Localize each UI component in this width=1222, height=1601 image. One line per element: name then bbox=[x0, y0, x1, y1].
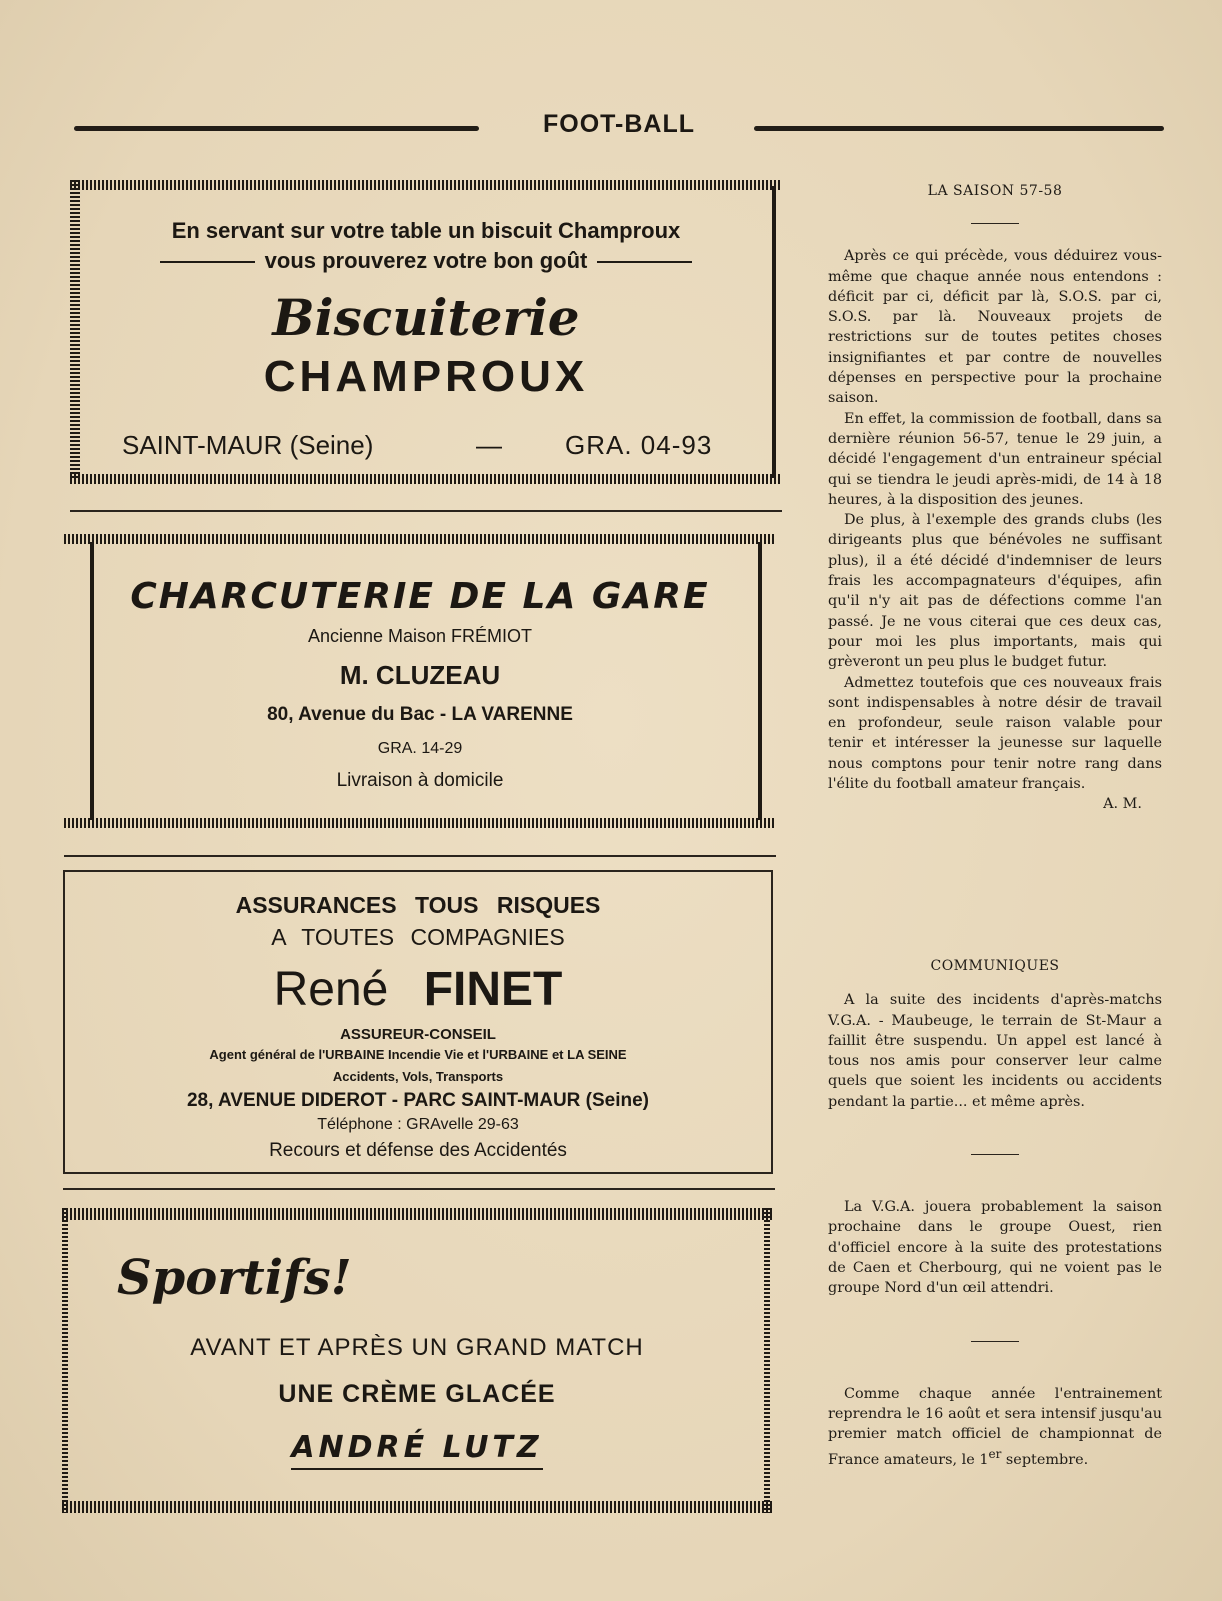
ad-border-top bbox=[70, 180, 782, 190]
spacer bbox=[828, 976, 1162, 990]
communique-paragraph bbox=[828, 1384, 1162, 1471]
ad-separator: — bbox=[476, 430, 502, 460]
ad-tagline bbox=[70, 218, 782, 244]
spacer bbox=[828, 1112, 1162, 1154]
ordinal-suffix: er bbox=[988, 1447, 1002, 1462]
article-signature: A. M. bbox=[1103, 796, 1142, 813]
ad-product: UNE CRÈME GLACÉE bbox=[278, 1380, 556, 1408]
ad-subtagline bbox=[70, 248, 782, 274]
ad-tagline-text: En servant sur votre table un biscuit bbox=[171, 218, 559, 243]
ad-border-top bbox=[64, 534, 776, 544]
divider-line bbox=[70, 510, 782, 512]
section-heading: COMMUNIQUES bbox=[930, 958, 1060, 974]
ad-biscuiterie-champroux bbox=[70, 180, 782, 487]
ad-brand-name: CHAMPROUX bbox=[263, 352, 589, 401]
ad-script-title: Biscuiterie bbox=[272, 288, 580, 347]
ad-phone: Téléphone : GRAvelle 29-63 bbox=[317, 1116, 519, 1133]
ad-first-name: René bbox=[273, 963, 389, 1016]
ad-border-bottom bbox=[64, 818, 776, 828]
ad-insurance-types: Accidents, Vols, Transports bbox=[332, 1069, 504, 1084]
article-paragraph: De plus, à l'exemple des grands clubs (les dirigeants plus que bénévoles ne suffisant plus), il a été décidé d'indemniser de leurs frais les accompagnateurs d'équipes, afin qu'il n'y ait pas de défections comme l'an passé. Je ne vous citerai que ces deux cas, pour moi les plus importants, mais qui grèveront un peu plus le budget futur. bbox=[828, 512, 1162, 671]
ad-subheadline: A TOUTES COMPAGNIES bbox=[271, 924, 565, 950]
section-title: FOOT-BALL bbox=[542, 110, 696, 138]
ad-rule bbox=[597, 261, 692, 263]
ad-tagline-brand: Champroux bbox=[558, 218, 681, 243]
ad-andre-lutz bbox=[62, 1208, 772, 1513]
section-header bbox=[74, 110, 1164, 146]
ad-headline: ASSURANCES TOUS RISQUES bbox=[235, 892, 601, 918]
ad-shop-name: CHARCUTERIE DE LA GARE bbox=[130, 576, 710, 617]
ad-brand-text: ANDRÉ LUTZ bbox=[291, 1430, 542, 1470]
ad-border-bottom bbox=[70, 474, 782, 484]
spacer bbox=[828, 1155, 1162, 1197]
article-paragraph: Après ce qui précède, vous déduirez vous-même que chaque année nous entendons : déficit par ci, déficit par là, S.O.S. par ci, S.O.S. par là. Nouveaux projets de restrictions sur de toutes petites choses insignifiantes et par contre de nouvelles dépenses en perspective pour la prochaine saison. bbox=[828, 248, 1162, 407]
spacer bbox=[828, 1342, 1162, 1384]
ad-subtagline-text: vous prouverez votre bon goût bbox=[264, 248, 588, 273]
article-communiques bbox=[828, 956, 1162, 1471]
divider-line bbox=[63, 1188, 775, 1190]
ad-address: 28, AVENUE DIDEROT - PARC SAINT-MAUR (Seine) bbox=[186, 1090, 650, 1111]
spacer bbox=[828, 1299, 1162, 1341]
ad-agent-name bbox=[65, 962, 771, 1017]
ad-address: SAINT-MAUR (Seine) bbox=[122, 430, 374, 460]
communique-paragraph: A la suite des incidents d'après-matchs V.G.A. - Maubeuge, le terrain de St-Maur a faillit être suspendu. Un appel est lancé à tous nos amis pour conserver leur calme quels que soient les incidents ou accidents pendant la partie... et même après. bbox=[828, 992, 1162, 1110]
ad-border-top bbox=[62, 1208, 772, 1220]
ad-assurances-finet bbox=[63, 870, 773, 1174]
ad-title: ASSUREUR-CONSEIL bbox=[340, 1026, 496, 1043]
ad-line: AVANT ET APRÈS UN GRAND MATCH bbox=[190, 1334, 644, 1361]
ad-phone: GRA. 04-93 bbox=[565, 430, 713, 460]
communique-paragraph: La V.G.A. jouera probablement la saison prochaine dans le groupe Ouest, rien d'officiel encore à la suite des protestations de Caen et Cherbourg, qui ne voient pas le groupe Nord d'un œil attendri. bbox=[828, 1199, 1162, 1297]
communique-text: Comme chaque année l'entrainement reprendra le 16 août et sera intensif jusqu'au premier match officiel de championnat de France amateurs, le 1 bbox=[828, 1385, 1162, 1469]
ad-agent-info: Agent général de l'URBAINE Incendie Vie et l'URBAINE et LA SEINE bbox=[209, 1047, 627, 1062]
spacer bbox=[828, 224, 1162, 246]
communique-text-end: septembre. bbox=[1001, 1452, 1089, 1469]
ad-services: Recours et défense des Accidentés bbox=[269, 1140, 567, 1161]
ad-charcuterie bbox=[64, 534, 776, 831]
ad-delivery: Livraison à domicile bbox=[336, 770, 504, 791]
article-paragraph: En effet, la commission de football, dans sa dernière réunion 56-57, tenue le 29 juin, a décidé l'engagement d'un entraineur spécial qui se tiendra le jeudi après-midi, de 14 à 18 heures, à la disposition des jeunes. bbox=[828, 410, 1162, 508]
article-title: LA SAISON 57-58 bbox=[927, 183, 1063, 199]
spacer bbox=[828, 201, 1162, 223]
header-rule-left bbox=[74, 126, 479, 131]
ad-former-name: Ancienne Maison FRÉMIOT bbox=[307, 626, 533, 646]
article-paragraph: Admettez toutefois que ces nouveaux frais sont indispensables à notre désir de travail en profondeur, seule raison valable pour tenir et intéresser la jeunesse sur laquelle nous comptons pour tenir notre rang dans l'élite du football amateur français. bbox=[828, 674, 1162, 793]
divider-line bbox=[64, 855, 776, 857]
ad-owner: M. CLUZEAU bbox=[339, 660, 501, 690]
ad-last-name: FINET bbox=[423, 963, 563, 1016]
ad-phone: GRA. 14-29 bbox=[377, 740, 463, 757]
ad-rule bbox=[160, 261, 255, 263]
ad-script-title: Sportifs! bbox=[117, 1250, 352, 1306]
header-rule-right bbox=[754, 126, 1164, 131]
ad-address: 80, Avenue du Bac - LA VARENNE bbox=[267, 704, 573, 725]
ad-brand-name bbox=[62, 1430, 772, 1465]
article-saison bbox=[828, 181, 1162, 815]
ad-border-bottom bbox=[62, 1501, 772, 1513]
